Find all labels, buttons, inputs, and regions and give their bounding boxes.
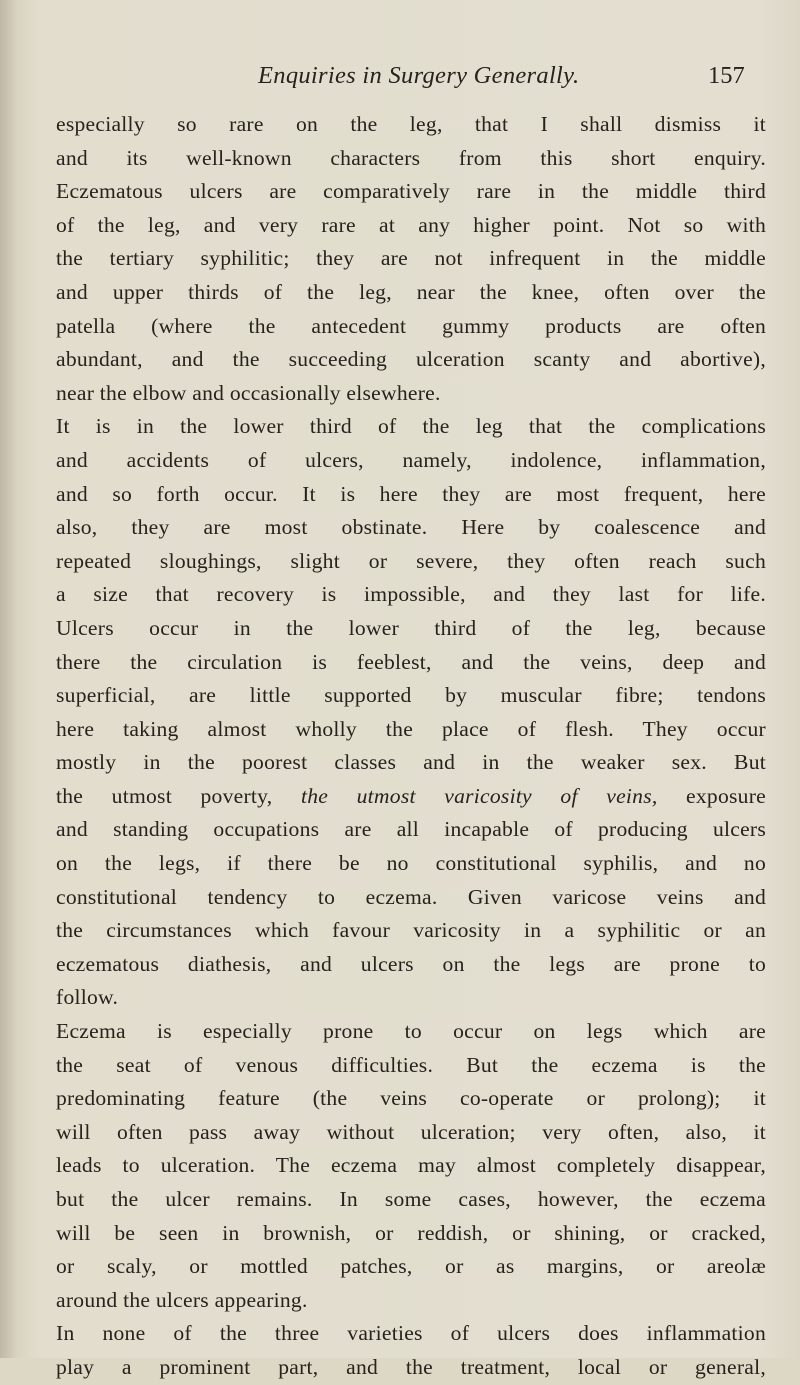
text-line: will often pass away without ulceration; very often, also, it: [56, 1119, 766, 1144]
text-line: Eczema is especially prone to occur on legs which are: [56, 1019, 766, 1044]
text-line: eczematous diathesis, and ulcers on the legs are prone to: [56, 951, 766, 976]
text-line-start: the utmost poverty,: [56, 783, 301, 808]
text-line: repeated sloughings, slight or severe, they often reach such: [56, 548, 766, 573]
text-line: around the ulcers appearing.: [56, 1287, 308, 1312]
text-line: constitutional tendency to eczema. Given varicose veins and: [56, 884, 766, 909]
page-number: 157: [708, 62, 745, 89]
text-line: play a prominent part, and the treatment, local or general,: [56, 1354, 766, 1379]
text-line: predominating feature (the veins co-operate or prolong); it: [56, 1086, 766, 1111]
text-line: a size that recovery is impossible, and they last for life.: [56, 582, 766, 607]
text-line: follow.: [56, 985, 119, 1010]
text-line: patella (where the antecedent gummy products are often: [56, 313, 766, 338]
text-line: the tertiary syphilitic; they are not infrequent in the middle: [56, 246, 766, 271]
running-title: Enquiries in Surgery Generally.: [258, 62, 580, 89]
text-line: abundant, and the succeeding ulceration scanty and abortive),: [56, 347, 766, 372]
text-line: and accidents of ulcers, namely, indolence, inflammation,: [56, 447, 766, 472]
text-line: of the leg, and very rare at any higher point. Not so with: [56, 212, 766, 237]
text-line: It is in the lower third of the leg that the complications: [56, 414, 766, 439]
text-line: especially so rare on the leg, that I shall dismiss it: [56, 112, 766, 136]
text-line: Eczematous ulcers are comparatively rare in the middle third: [56, 179, 766, 204]
text-line: In none of the three varieties of ulcers does inflammation: [56, 1321, 766, 1346]
italic-phrase: the utmost varicosity of veins,: [300, 783, 658, 808]
text-line-end: exposure: [657, 783, 766, 808]
text-line: there the circulation is feeblest, and the veins, deep and: [56, 649, 766, 674]
text-line: mostly in the poorest classes and in the weaker sex. But: [56, 750, 766, 775]
text-line: superficial, are little supported by muscular fibre; tendons: [56, 683, 766, 708]
text-line: but the ulcer remains. In some cases, however, the eczema: [56, 1187, 766, 1211]
text-line: on the legs, if there be no constitutional syphilis, and no: [56, 851, 766, 876]
text-line: and so forth occur. It is here they are most frequent, here: [56, 481, 766, 506]
text-line: also, they are most obstinate. Here by coalescence and: [56, 515, 766, 540]
body-text: [56, 108, 766, 1385]
text-line: the circumstances which favour varicosity in a syphilitic or an: [56, 918, 766, 943]
text-line: leads to ulceration. The eczema may almost completely disappear,: [56, 1153, 766, 1178]
text-line: and standing occupations are all incapable of producing ulcers: [56, 817, 766, 842]
text-line: Ulcers occur in the lower third of the leg, because: [56, 615, 766, 640]
text-line-with-italic: [56, 780, 766, 814]
running-head: [0, 62, 800, 92]
binding-gutter-shadow: [0, 0, 18, 1358]
text-line: and its well-known characters from this short enquiry.: [56, 145, 766, 170]
text-line: will be seen in brownish, or reddish, or shining, or cracked,: [56, 1220, 766, 1245]
text-line: here taking almost wholly the place of flesh. They occur: [56, 716, 766, 741]
text-line: and upper thirds of the leg, near the knee, often over the: [56, 279, 766, 304]
text-line: the seat of venous difficulties. But the eczema is the: [56, 1052, 766, 1077]
text-line: or scaly, or mottled patches, or as margins, or areolæ: [56, 1254, 766, 1279]
text-line: near the elbow and occasionally elsewhere.: [56, 380, 441, 405]
